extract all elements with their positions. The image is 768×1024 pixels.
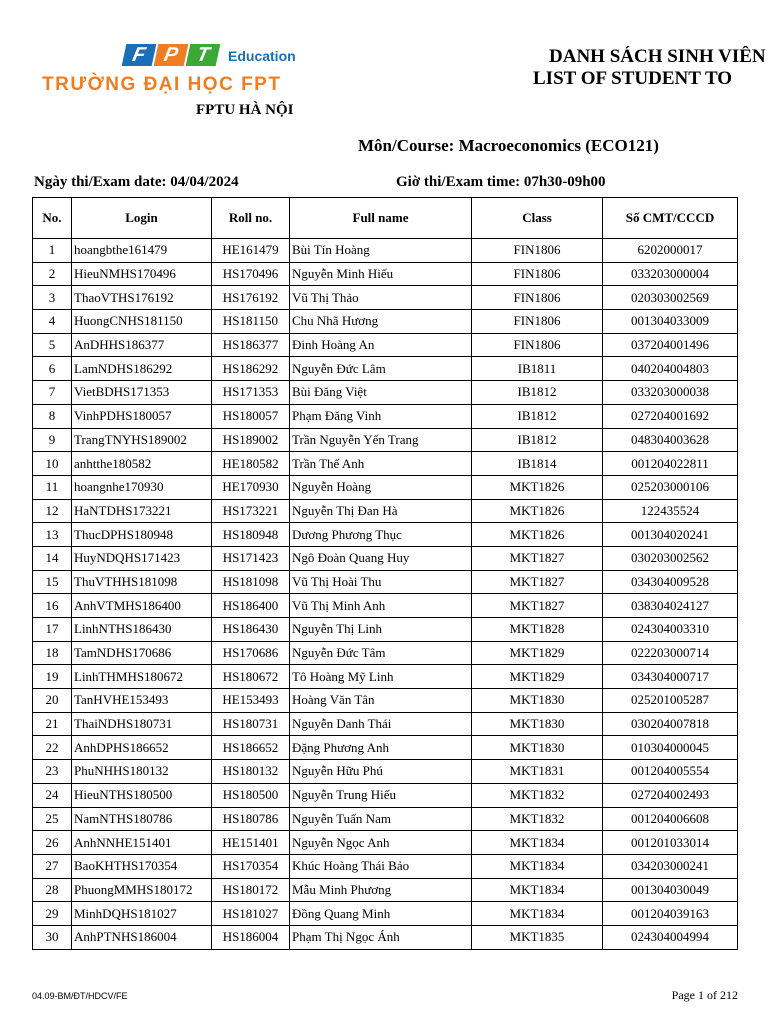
cell-class: MKT1831 (472, 760, 603, 784)
cell-no: 27 (33, 854, 72, 878)
cell-id-number: 010304000045 (603, 736, 738, 760)
cell-full-name: Phạm Đăng Vinh (290, 404, 472, 428)
cell-login: HuongCNHS181150 (72, 310, 212, 334)
fpt-logo-mark (124, 44, 218, 68)
column-header-class: Class (472, 198, 603, 239)
column-header-full-name: Full name (290, 198, 472, 239)
document-title-en: LIST OF STUDENT TO (533, 68, 733, 89)
cell-roll-no: HS180672 (212, 665, 290, 689)
cell-roll-no: HS181150 (212, 310, 290, 334)
cell-login: hoangnhe170930 (72, 475, 212, 499)
cell-login: VinhPDHS180057 (72, 404, 212, 428)
table-row (33, 641, 738, 665)
cell-full-name: Tô Hoàng Mỹ Linh (290, 665, 472, 689)
cell-full-name: Nguyễn Minh Hiếu (290, 262, 472, 286)
column-header-no: No. (33, 198, 72, 239)
cell-no: 25 (33, 807, 72, 831)
cell-class: MKT1827 (472, 570, 603, 594)
table-row (33, 499, 738, 523)
cell-full-name: Bùi Tín Hoàng (290, 239, 472, 263)
column-header-login: Login (72, 198, 212, 239)
cell-no: 6 (33, 357, 72, 381)
cell-id-number: 033203000038 (603, 381, 738, 405)
cell-full-name: Đặng Phương Anh (290, 736, 472, 760)
cell-login: PhuongMMHS180172 (72, 878, 212, 902)
cell-class: FIN1806 (472, 262, 603, 286)
cell-full-name: Trần Nguyễn Yến Trang (290, 428, 472, 452)
cell-login: TanHVHE153493 (72, 689, 212, 713)
table-row (33, 428, 738, 452)
table-header-row (33, 198, 738, 239)
cell-login: hoangbthe161479 (72, 239, 212, 263)
cell-id-number: 040204004803 (603, 357, 738, 381)
cell-full-name: Đồng Quang Minh (290, 902, 472, 926)
cell-no: 7 (33, 381, 72, 405)
cell-full-name: Đinh Hoàng An (290, 333, 472, 357)
table-body (33, 239, 738, 950)
table-row (33, 783, 738, 807)
table-row (33, 618, 738, 642)
cell-login: NamNTHS180786 (72, 807, 212, 831)
cell-id-number: 025201005287 (603, 689, 738, 713)
cell-no: 15 (33, 570, 72, 594)
cell-login: PhuNHHS180132 (72, 760, 212, 784)
cell-class: FIN1806 (472, 286, 603, 310)
cell-class: FIN1806 (472, 333, 603, 357)
exam-time: Giờ thi/Exam time: 07h30-09h00 (396, 174, 606, 190)
cell-full-name: Khúc Hoàng Thái Bảo (290, 854, 472, 878)
cell-no: 1 (33, 239, 72, 263)
cell-no: 20 (33, 689, 72, 713)
cell-roll-no: HS180132 (212, 760, 290, 784)
cell-roll-no: HS180731 (212, 712, 290, 736)
cell-class: MKT1834 (472, 902, 603, 926)
cell-full-name: Nguyễn Đức Tâm (290, 641, 472, 665)
cell-roll-no: HS180948 (212, 523, 290, 547)
cell-class: MKT1830 (472, 712, 603, 736)
cell-class: MKT1828 (472, 618, 603, 642)
cell-no: 3 (33, 286, 72, 310)
cell-id-number: 034203000241 (603, 854, 738, 878)
cell-id-number: 025203000106 (603, 475, 738, 499)
cell-roll-no: HS189002 (212, 428, 290, 452)
cell-login: AnhNNHE151401 (72, 831, 212, 855)
table-row (33, 523, 738, 547)
cell-full-name: Bùi Đăng Việt (290, 381, 472, 405)
cell-roll-no: HS180500 (212, 783, 290, 807)
cell-no: 28 (33, 878, 72, 902)
cell-roll-no: HS180172 (212, 878, 290, 902)
cell-login: LamNDHS186292 (72, 357, 212, 381)
table-row (33, 452, 738, 476)
table-row (33, 807, 738, 831)
cell-no: 22 (33, 736, 72, 760)
cell-id-number: 001204039163 (603, 902, 738, 926)
cell-no: 10 (33, 452, 72, 476)
cell-id-number: 030204007818 (603, 712, 738, 736)
cell-class: MKT1832 (472, 783, 603, 807)
table-row (33, 475, 738, 499)
logo-education-text: Education (228, 48, 296, 64)
cell-no: 26 (33, 831, 72, 855)
cell-class: MKT1826 (472, 523, 603, 547)
cell-full-name: Phạm Thị Ngọc Ánh (290, 925, 472, 949)
cell-roll-no: HE153493 (212, 689, 290, 713)
cell-login: LinhNTHS186430 (72, 618, 212, 642)
cell-id-number: 001304030049 (603, 878, 738, 902)
column-header-roll-no: Roll no. (212, 198, 290, 239)
cell-full-name: Nguyễn Thị Đan Hà (290, 499, 472, 523)
cell-login: BaoKHTHS170354 (72, 854, 212, 878)
cell-no: 29 (33, 902, 72, 926)
cell-roll-no: HS186652 (212, 736, 290, 760)
cell-login: AnhDPHS186652 (72, 736, 212, 760)
fpt-education-logo (38, 44, 398, 100)
cell-id-number: 048304003628 (603, 428, 738, 452)
cell-id-number: 024304004994 (603, 925, 738, 949)
cell-full-name: Vũ Thị Thảo (290, 286, 472, 310)
table-row (33, 546, 738, 570)
cell-id-number: 034304009528 (603, 570, 738, 594)
cell-no: 4 (33, 310, 72, 334)
cell-id-number: 122435524 (603, 499, 738, 523)
cell-full-name: Chu Nhã Hương (290, 310, 472, 334)
table-row (33, 286, 738, 310)
cell-id-number: 034304000717 (603, 665, 738, 689)
cell-roll-no: HS180057 (212, 404, 290, 428)
cell-class: FIN1806 (472, 310, 603, 334)
cell-class: MKT1829 (472, 665, 603, 689)
cell-roll-no: HS171353 (212, 381, 290, 405)
cell-full-name: Hoàng Văn Tân (290, 689, 472, 713)
table-row (33, 404, 738, 428)
cell-login: TrangTNYHS189002 (72, 428, 212, 452)
table-row (33, 878, 738, 902)
course-name: Môn/Course: Macroeconomics (ECO121) (358, 136, 659, 155)
cell-full-name: Nguyễn Tuấn Nam (290, 807, 472, 831)
table-row (33, 310, 738, 334)
cell-login: AnDHHS186377 (72, 333, 212, 357)
cell-roll-no: HS186292 (212, 357, 290, 381)
cell-no: 9 (33, 428, 72, 452)
page-number: Page 1 of 212 (671, 988, 738, 1002)
cell-no: 30 (33, 925, 72, 949)
fpt-logo-letter-p: P (154, 44, 189, 66)
cell-id-number: 001304033009 (603, 310, 738, 334)
cell-login: TamNDHS170686 (72, 641, 212, 665)
cell-roll-no: HS176192 (212, 286, 290, 310)
cell-no: 5 (33, 333, 72, 357)
cell-full-name: Vũ Thị Hoài Thu (290, 570, 472, 594)
cell-login: HaNTDHS173221 (72, 499, 212, 523)
cell-no: 12 (33, 499, 72, 523)
cell-id-number: 027204002493 (603, 783, 738, 807)
cell-roll-no: HE161479 (212, 239, 290, 263)
cell-login: AnhVTMHS186400 (72, 594, 212, 618)
cell-login: HieuNMHS170496 (72, 262, 212, 286)
column-header-id-number: Số CMT/CCCD (603, 198, 738, 239)
cell-id-number: 6202000017 (603, 239, 738, 263)
cell-roll-no: HS186377 (212, 333, 290, 357)
cell-class: MKT1830 (472, 689, 603, 713)
cell-full-name: Dương Phương Thục (290, 523, 472, 547)
cell-roll-no: HS170686 (212, 641, 290, 665)
cell-class: MKT1829 (472, 641, 603, 665)
cell-roll-no: HS173221 (212, 499, 290, 523)
cell-class: IB1811 (472, 357, 603, 381)
cell-id-number: 001204005554 (603, 760, 738, 784)
cell-login: MinhDQHS181027 (72, 902, 212, 926)
cell-full-name: Nguyễn Danh Thái (290, 712, 472, 736)
table-row (33, 594, 738, 618)
cell-class: IB1812 (472, 404, 603, 428)
table-row (33, 570, 738, 594)
cell-no: 17 (33, 618, 72, 642)
cell-login: VietBDHS171353 (72, 381, 212, 405)
cell-no: 11 (33, 475, 72, 499)
cell-id-number: 022203000714 (603, 641, 738, 665)
cell-login: HuyNDQHS171423 (72, 546, 212, 570)
table-row (33, 760, 738, 784)
cell-no: 8 (33, 404, 72, 428)
cell-login: ThuVTHHS181098 (72, 570, 212, 594)
table-row (33, 854, 738, 878)
cell-class: MKT1834 (472, 878, 603, 902)
cell-full-name: Nguyễn Trung Hiếu (290, 783, 472, 807)
cell-no: 2 (33, 262, 72, 286)
cell-class: IB1812 (472, 381, 603, 405)
cell-class: MKT1827 (472, 546, 603, 570)
cell-id-number: 037204001496 (603, 333, 738, 357)
cell-roll-no: HE151401 (212, 831, 290, 855)
cell-id-number: 030203002562 (603, 546, 738, 570)
cell-class: IB1814 (472, 452, 603, 476)
table-row (33, 736, 738, 760)
table-row (33, 333, 738, 357)
cell-class: FIN1806 (472, 239, 603, 263)
cell-no: 23 (33, 760, 72, 784)
cell-full-name: Nguyễn Hữu Phú (290, 760, 472, 784)
cell-full-name: Trần Thế Anh (290, 452, 472, 476)
cell-roll-no: HS170354 (212, 854, 290, 878)
cell-full-name: Nguyễn Hoàng (290, 475, 472, 499)
cell-class: MKT1832 (472, 807, 603, 831)
table-row (33, 357, 738, 381)
cell-roll-no: HS181098 (212, 570, 290, 594)
fpt-logo-letter-f: F (122, 44, 157, 66)
cell-no: 14 (33, 546, 72, 570)
cell-class: MKT1830 (472, 736, 603, 760)
cell-no: 16 (33, 594, 72, 618)
cell-roll-no: HS186004 (212, 925, 290, 949)
cell-roll-no: HS170496 (212, 262, 290, 286)
cell-roll-no: HS181027 (212, 902, 290, 926)
cell-no: 24 (33, 783, 72, 807)
cell-login: LinhTHMHS180672 (72, 665, 212, 689)
cell-login: ThaiNDHS180731 (72, 712, 212, 736)
cell-login: anhtthe180582 (72, 452, 212, 476)
student-list-table (32, 197, 738, 950)
fpt-logo-letter-t: T (186, 44, 221, 66)
cell-full-name: Nguyễn Ngọc Anh (290, 831, 472, 855)
table-row (33, 689, 738, 713)
table-row (33, 665, 738, 689)
cell-class: MKT1834 (472, 854, 603, 878)
cell-roll-no: HS171423 (212, 546, 290, 570)
cell-login: ThucDPHS180948 (72, 523, 212, 547)
cell-no: 19 (33, 665, 72, 689)
table-row (33, 902, 738, 926)
cell-full-name: Nguyễn Đức Lâm (290, 357, 472, 381)
cell-roll-no: HS186430 (212, 618, 290, 642)
cell-no: 18 (33, 641, 72, 665)
cell-full-name: Vũ Thị Minh Anh (290, 594, 472, 618)
cell-login: ThaoVTHS176192 (72, 286, 212, 310)
logo-school-name: TRƯỜNG ĐẠI HỌC FPT (42, 74, 282, 95)
cell-full-name: Mẫu Minh Phương (290, 878, 472, 902)
cell-id-number: 001304020241 (603, 523, 738, 547)
table-row (33, 712, 738, 736)
document-title-vi: DANH SÁCH SINH VIÊN (549, 46, 766, 67)
cell-id-number: 024304003310 (603, 618, 738, 642)
table-row (33, 239, 738, 263)
cell-roll-no: HS186400 (212, 594, 290, 618)
cell-id-number: 001201033014 (603, 831, 738, 855)
cell-id-number: 001204022811 (603, 452, 738, 476)
cell-class: MKT1826 (472, 499, 603, 523)
cell-class: MKT1827 (472, 594, 603, 618)
cell-roll-no: HE180582 (212, 452, 290, 476)
cell-login: HieuNTHS180500 (72, 783, 212, 807)
table-row (33, 262, 738, 286)
campus-name: FPTU HÀ NỘI (196, 102, 294, 118)
cell-no: 21 (33, 712, 72, 736)
cell-full-name: Nguyễn Thị Linh (290, 618, 472, 642)
cell-no: 13 (33, 523, 72, 547)
exam-date: Ngày thi/Exam date: 04/04/2024 (34, 174, 239, 190)
cell-id-number: 033203000004 (603, 262, 738, 286)
cell-id-number: 001204006608 (603, 807, 738, 831)
cell-full-name: Ngô Đoàn Quang Huy (290, 546, 472, 570)
cell-id-number: 027204001692 (603, 404, 738, 428)
cell-class: MKT1826 (472, 475, 603, 499)
table-row (33, 831, 738, 855)
cell-id-number: 020303002569 (603, 286, 738, 310)
cell-login: AnhPTNHS186004 (72, 925, 212, 949)
cell-roll-no: HE170930 (212, 475, 290, 499)
table-row (33, 925, 738, 949)
cell-class: MKT1835 (472, 925, 603, 949)
table-row (33, 381, 738, 405)
cell-class: MKT1834 (472, 831, 603, 855)
cell-id-number: 038304024127 (603, 594, 738, 618)
form-code: 04.09-BM/ĐT/HDCV/FE (32, 991, 128, 1001)
cell-roll-no: HS180786 (212, 807, 290, 831)
cell-class: IB1812 (472, 428, 603, 452)
